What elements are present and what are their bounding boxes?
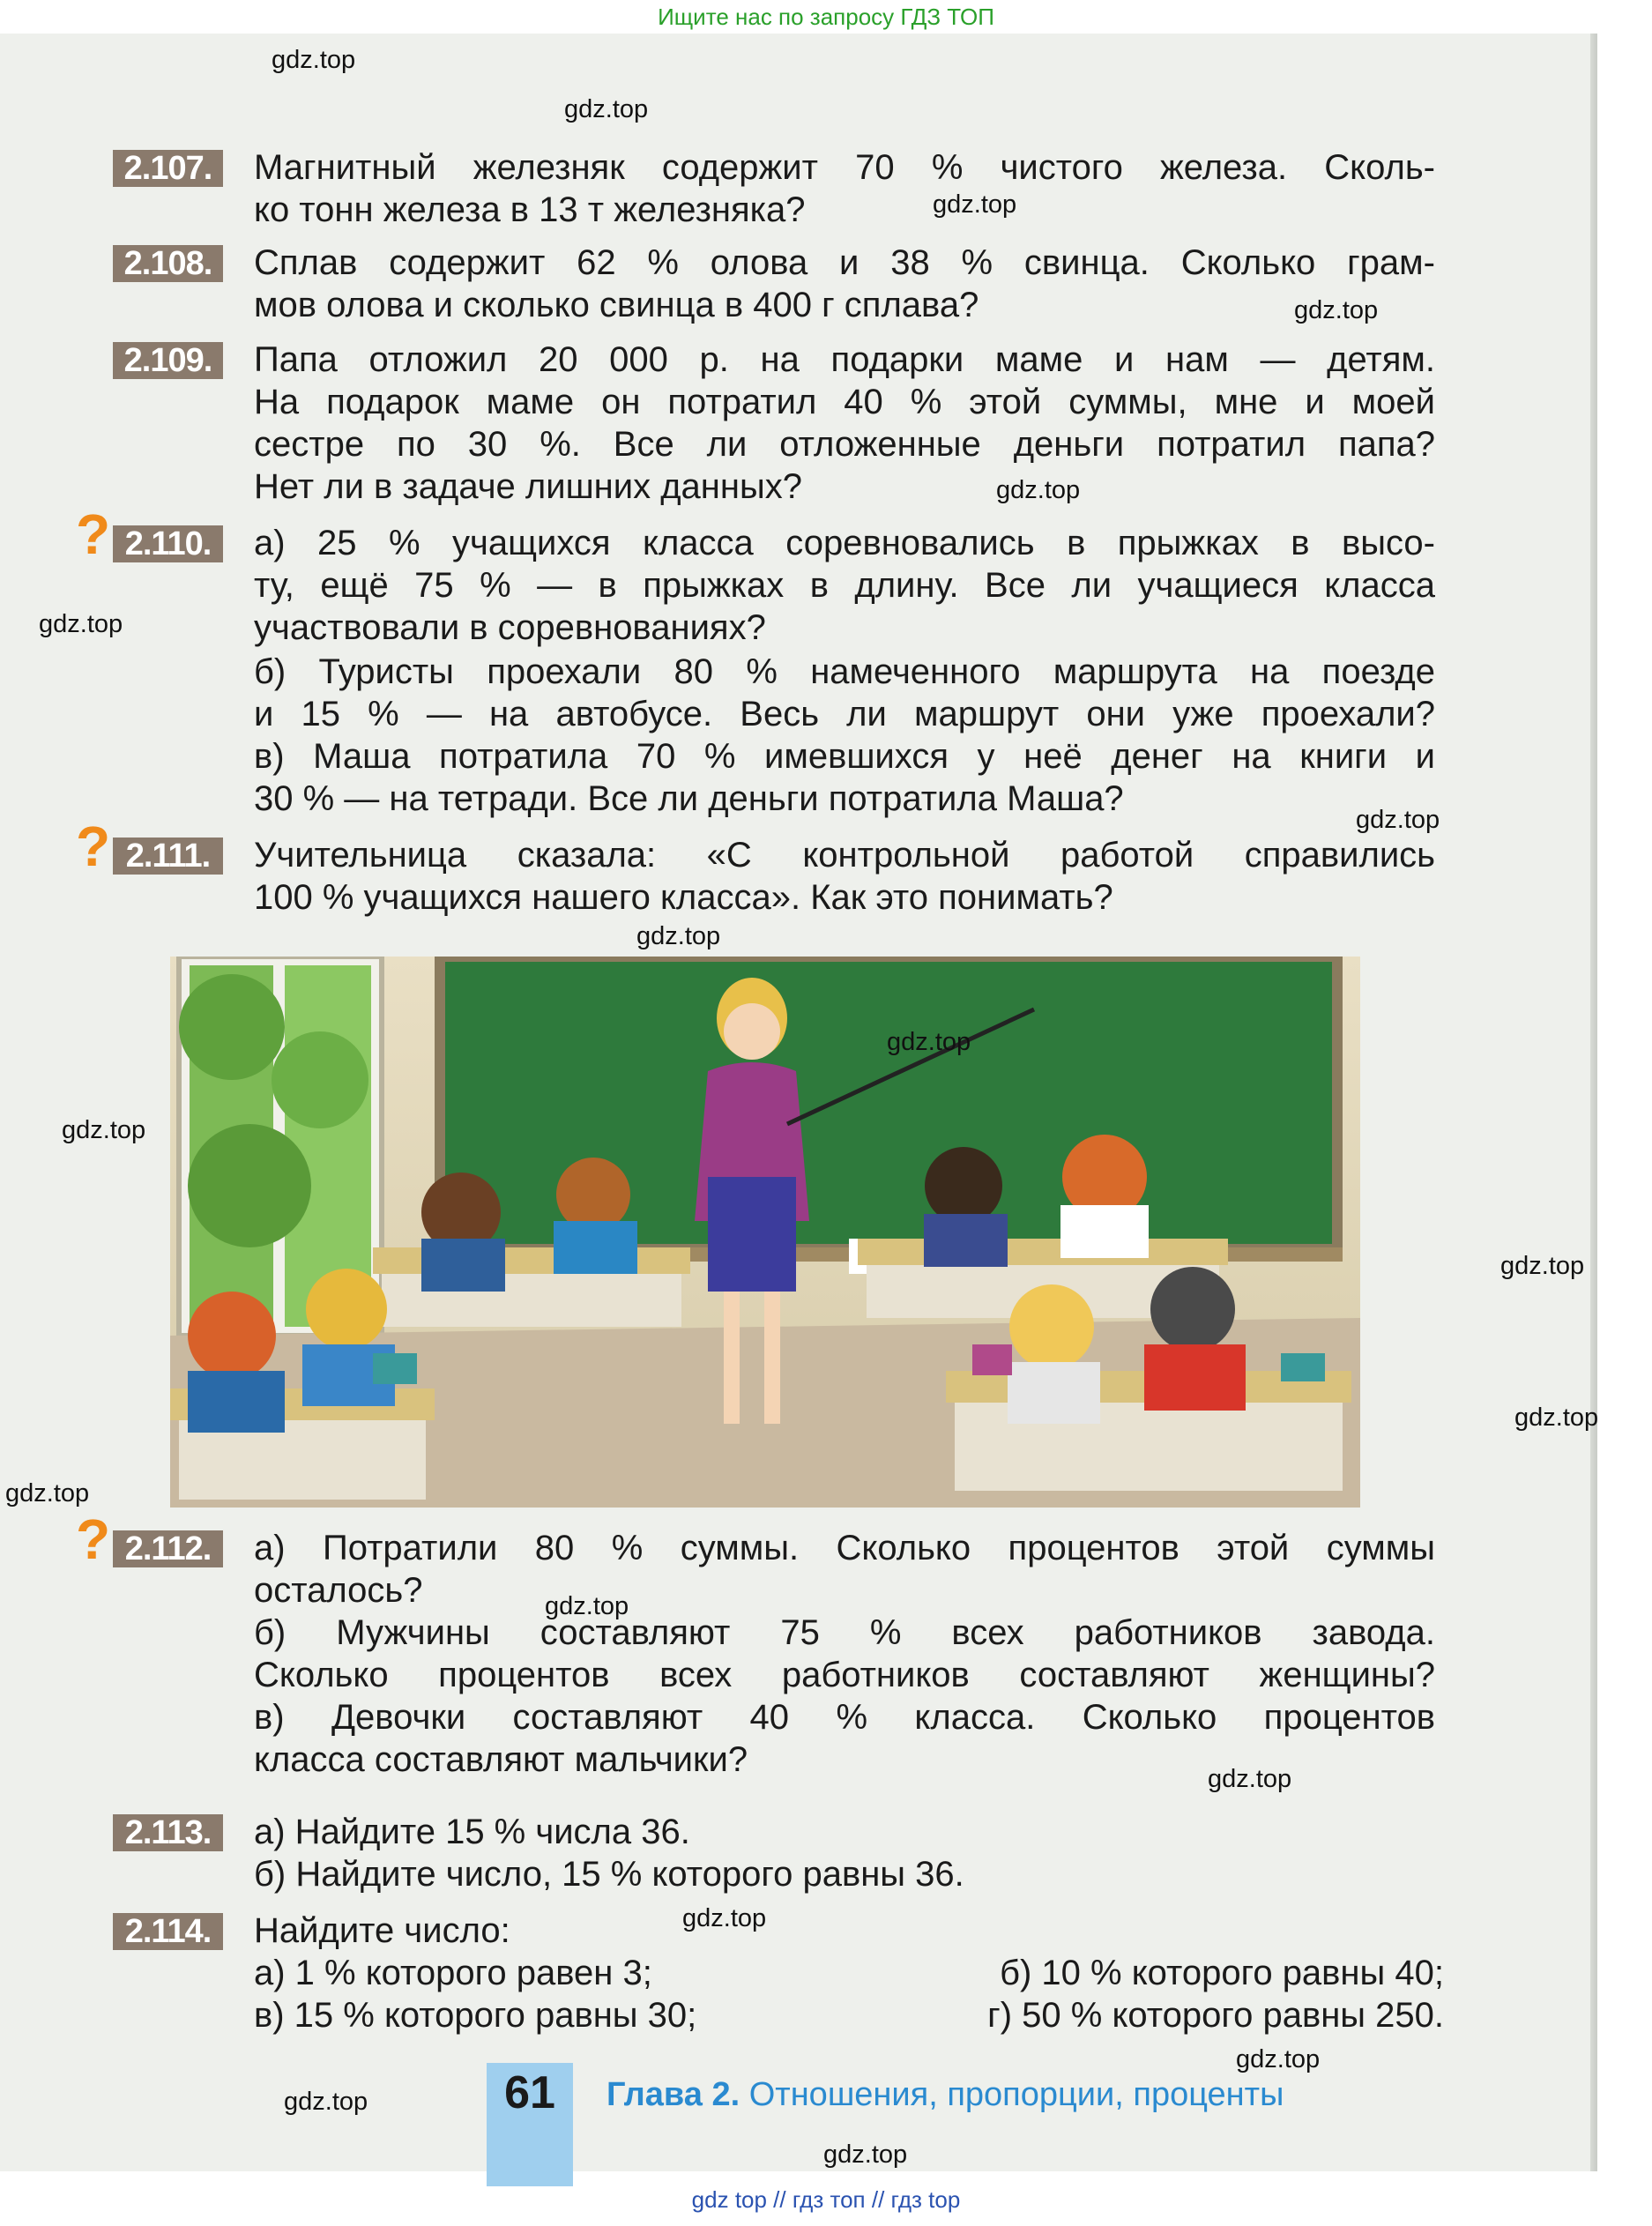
problem-text-line: сестре по 30 %. Все ли отложенные деньги потратил папа? xyxy=(254,425,1435,464)
problem-text-line: б) Туристы проехали 80 % намеченного маршрута на поезде xyxy=(254,652,1435,691)
watermark: gdz.top xyxy=(564,95,649,123)
answer-option: г) 50 % которого равны 250. xyxy=(987,1996,1444,2035)
problem-number: 2.109. xyxy=(113,342,223,379)
problem-text-line: Учительница сказала: «С контрольной работой справились xyxy=(254,836,1435,875)
problem-number: 2.107. xyxy=(113,150,223,187)
page-edge xyxy=(1590,34,1597,2171)
problem-number: 2.110. xyxy=(113,525,223,562)
watermark: gdz.top xyxy=(284,2088,368,2116)
problem-text-line: в) Девочки составляют 40 % класса. Сколько процентов xyxy=(254,1698,1435,1737)
question-mark-icon: ? xyxy=(76,503,111,566)
problem-text-line: а) Потратили 80 % суммы. Сколько процентов этой суммы xyxy=(254,1529,1435,1567)
watermark: gdz.top xyxy=(933,190,1017,219)
problem-text-line: Нет ли в задаче лишних данных? xyxy=(254,467,802,506)
answer-option: а) 1 % которого равен 3; xyxy=(254,1954,652,1992)
watermark: gdz.top xyxy=(1236,2045,1321,2073)
chapter-title xyxy=(606,2076,1284,2114)
watermark: gdz.top xyxy=(1294,296,1379,324)
answer-option: в) 15 % которого равны 30; xyxy=(254,1996,697,2035)
problem-text-line: и 15 % — на автобусе. Весь ли маршрут они уже проехали? xyxy=(254,695,1435,733)
watermark: gdz.top xyxy=(996,476,1081,504)
watermark: gdz.top xyxy=(1500,1252,1585,1280)
problem-text-line: класса составляют мальчики? xyxy=(254,1740,748,1779)
problem-text-line: Папа отложил 20 000 р. на подарки маме и нам — детям. xyxy=(254,340,1435,379)
problem-number: 2.108. xyxy=(113,245,223,282)
watermark: gdz.top xyxy=(682,1904,767,1932)
watermark: gdz.top xyxy=(272,46,356,74)
question-mark-icon: ? xyxy=(76,815,111,878)
problem-number: 2.112. xyxy=(113,1530,223,1567)
problem-text-line: участвовали в соревнованиях? xyxy=(254,608,766,647)
watermark: gdz.top xyxy=(1208,1765,1292,1793)
answer-option: б) 10 % которого равны 40; xyxy=(1000,1954,1444,1992)
chapter-name: Отношения, пропорции, проценты xyxy=(748,2076,1284,2113)
page-number: 61 xyxy=(504,2067,555,2118)
problem-text-line: ту, ещё 75 % — в прыжках в длину. Все ли учащиеся класса xyxy=(254,566,1435,605)
problem-text-line: Сколько процентов всех работников составляют женщины? xyxy=(254,1656,1435,1694)
problem-text-line: ко тонн железа в 13 т железняка? xyxy=(254,190,806,229)
problem-text-line: б) Мужчины составляют 75 % всех работников завода. xyxy=(254,1613,1435,1652)
question-mark-icon: ? xyxy=(76,1508,111,1571)
watermark: gdz.top xyxy=(62,1116,146,1144)
chapter-label: Глава 2. xyxy=(606,2076,740,2113)
problem-text-line: На подарок маме он потратил 40 % этой суммы, мне и моей xyxy=(254,383,1435,421)
watermark: gdz.top xyxy=(887,1028,971,1056)
watermark: gdz.top xyxy=(823,2140,908,2169)
problem-number: 2.114. xyxy=(113,1913,223,1950)
problem-text-line: в) Маша потратила 70 % имевшихся у неё денег на книги и xyxy=(254,737,1435,776)
bottom-banner: gdz top // гдз топ // гдз top xyxy=(691,2186,961,2213)
watermark: gdz.top xyxy=(1514,1403,1599,1432)
problem-number: 2.111. xyxy=(113,838,223,875)
problem-text-line: Магнитный железняк содержит 70 % чистого железа. Сколь- xyxy=(254,148,1435,187)
problem-text-line: а) Найдите 15 % числа 36. xyxy=(254,1813,690,1851)
watermark: gdz.top xyxy=(1356,806,1440,834)
classroom-illustration xyxy=(170,957,1360,1508)
top-banner: Ищите нас по запросу ГДЗ ТОП xyxy=(658,4,994,30)
watermark: gdz.top xyxy=(545,1592,629,1620)
problem-number: 2.113. xyxy=(113,1814,223,1851)
watermark: gdz.top xyxy=(5,1479,90,1508)
problem-text-line: осталось? xyxy=(254,1571,423,1610)
watermark: gdz.top xyxy=(636,922,721,950)
problem-text-line: а) 25 % учащихся класса соревновались в прыжках в высо- xyxy=(254,524,1435,562)
watermark: gdz.top xyxy=(39,610,123,638)
problem-text-line: Найдите число: xyxy=(254,1911,510,1950)
problem-text-line: 30 % — на тетради. Все ли деньги потратила Маша? xyxy=(254,779,1124,818)
problem-text-line: 100 % учащихся нашего класса». Как это понимать? xyxy=(254,878,1113,917)
problem-text-line: мов олова и сколько свинца в 400 г сплава? xyxy=(254,286,979,324)
problem-text-line: б) Найдите число, 15 % которого равны 36. xyxy=(254,1855,964,1894)
problem-text-line: Сплав содержит 62 % олова и 38 % свинца. Сколько грам- xyxy=(254,243,1435,282)
